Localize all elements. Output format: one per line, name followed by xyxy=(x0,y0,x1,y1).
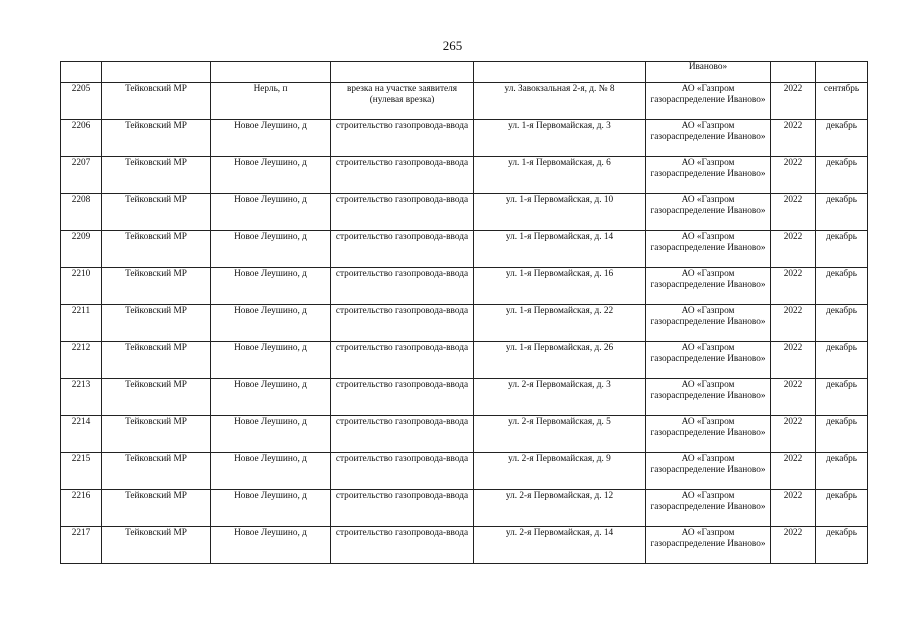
cell-num: 2208 xyxy=(61,194,102,231)
cell-district: Тейковский МР xyxy=(102,416,211,453)
cell-month: декабрь xyxy=(816,194,868,231)
cell-month: декабрь xyxy=(816,305,868,342)
cell-locality: Новое Леушино, д xyxy=(211,120,331,157)
cell-num: 2207 xyxy=(61,157,102,194)
table-row xyxy=(61,342,868,379)
cell-year: 2022 xyxy=(771,305,816,342)
cell-owner: АО «Газпром газораспределение Иваново» xyxy=(646,83,771,120)
cell-work: строительство газопровода-ввода xyxy=(331,194,474,231)
cell-owner: АО «Газпром газораспределение Иваново» xyxy=(646,120,771,157)
cell-locality: Новое Леушино, д xyxy=(211,305,331,342)
cell-month: декабрь xyxy=(816,490,868,527)
cell-district xyxy=(102,62,211,83)
gas-connection-table xyxy=(60,61,868,564)
cell-address: ул. 1-я Первомайская, д. 6 xyxy=(474,157,646,194)
cell-year: 2022 xyxy=(771,342,816,379)
cell-address: ул. 2-я Первомайская, д. 12 xyxy=(474,490,646,527)
cell-address xyxy=(474,62,646,83)
cell-district: Тейковский МР xyxy=(102,379,211,416)
table-row xyxy=(61,379,868,416)
cell-month: декабрь xyxy=(816,342,868,379)
cell-work: строительство газопровода-ввода xyxy=(331,453,474,490)
cell-year: 2022 xyxy=(771,120,816,157)
table-row xyxy=(61,305,868,342)
cell-num xyxy=(61,62,102,83)
cell-num: 2206 xyxy=(61,120,102,157)
cell-year: 2022 xyxy=(771,379,816,416)
cell-work: строительство газопровода-ввода xyxy=(331,157,474,194)
cell-district: Тейковский МР xyxy=(102,453,211,490)
cell-year: 2022 xyxy=(771,268,816,305)
cell-year: 2022 xyxy=(771,83,816,120)
cell-locality: Новое Леушино, д xyxy=(211,416,331,453)
cell-owner: АО «Газпром газораспределение Иваново» xyxy=(646,490,771,527)
cell-locality: Новое Леушино, д xyxy=(211,231,331,268)
cell-locality: Новое Леушино, д xyxy=(211,490,331,527)
cell-owner: АО «Газпром газораспределение Иваново» xyxy=(646,379,771,416)
cell-locality: Новое Леушино, д xyxy=(211,379,331,416)
cell-num: 2211 xyxy=(61,305,102,342)
cell-work: врезка на участке заявителя (нулевая врезка) xyxy=(331,83,474,120)
cell-owner: АО «Газпром газораспределение Иваново» xyxy=(646,194,771,231)
cell-address: ул. 1-я Первомайская, д. 16 xyxy=(474,268,646,305)
cell-district: Тейковский МР xyxy=(102,342,211,379)
table-row xyxy=(61,194,868,231)
cell-address: ул. 1-я Первомайская, д. 14 xyxy=(474,231,646,268)
cell-locality: Новое Леушино, д xyxy=(211,194,331,231)
table-row xyxy=(61,231,868,268)
table-row xyxy=(61,453,868,490)
table-row xyxy=(61,490,868,527)
cell-month: декабрь xyxy=(816,379,868,416)
cell-owner: Иваново» xyxy=(646,62,771,83)
cell-address: ул. 2-я Первомайская, д. 9 xyxy=(474,453,646,490)
table-row xyxy=(61,416,868,453)
cell-locality: Новое Леушино, д xyxy=(211,453,331,490)
cell-district: Тейковский МР xyxy=(102,83,211,120)
cell-month: декабрь xyxy=(816,231,868,268)
cell-work: строительство газопровода-ввода xyxy=(331,490,474,527)
cell-owner: АО «Газпром газораспределение Иваново» xyxy=(646,268,771,305)
cell-address: ул. 2-я Первомайская, д. 14 xyxy=(474,527,646,564)
cell-year: 2022 xyxy=(771,490,816,527)
cell-num: 2212 xyxy=(61,342,102,379)
cell-address: ул. 1-я Первомайская, д. 26 xyxy=(474,342,646,379)
cell-year: 2022 xyxy=(771,453,816,490)
cell-month: декабрь xyxy=(816,453,868,490)
cell-locality: Нерль, п xyxy=(211,83,331,120)
cell-address: ул. 1-я Первомайская, д. 3 xyxy=(474,120,646,157)
cell-address: ул. 1-я Первомайская, д. 22 xyxy=(474,305,646,342)
table-row xyxy=(61,268,868,305)
cell-work: строительство газопровода-ввода xyxy=(331,231,474,268)
cell-district: Тейковский МР xyxy=(102,268,211,305)
table-row xyxy=(61,120,868,157)
cell-year: 2022 xyxy=(771,194,816,231)
cell-address: ул. 2-я Первомайская, д. 5 xyxy=(474,416,646,453)
table-row xyxy=(61,527,868,564)
cell-owner: АО «Газпром газораспределение Иваново» xyxy=(646,157,771,194)
cell-work: строительство газопровода-ввода xyxy=(331,268,474,305)
cell-work: строительство газопровода-ввода xyxy=(331,416,474,453)
cell-num: 2205 xyxy=(61,83,102,120)
cell-locality xyxy=(211,62,331,83)
cell-address: ул. Завокзальная 2-я, д. № 8 xyxy=(474,83,646,120)
cell-year: 2022 xyxy=(771,157,816,194)
cell-owner: АО «Газпром газораспределение Иваново» xyxy=(646,231,771,268)
cell-month: декабрь xyxy=(816,157,868,194)
cell-year: 2022 xyxy=(771,416,816,453)
page-number: 265 xyxy=(442,38,463,53)
table-row xyxy=(61,157,868,194)
cell-locality: Новое Леушино, д xyxy=(211,527,331,564)
carryover-row xyxy=(61,62,868,83)
cell-num: 2210 xyxy=(61,268,102,305)
cell-owner: АО «Газпром газораспределение Иваново» xyxy=(646,527,771,564)
cell-owner: АО «Газпром газораспределение Иваново» xyxy=(646,416,771,453)
cell-work: строительство газопровода-ввода xyxy=(331,379,474,416)
cell-owner: АО «Газпром газораспределение Иваново» xyxy=(646,342,771,379)
cell-work xyxy=(331,62,474,83)
cell-num: 2216 xyxy=(61,490,102,527)
cell-district: Тейковский МР xyxy=(102,527,211,564)
cell-work: строительство газопровода-ввода xyxy=(331,305,474,342)
cell-num: 2214 xyxy=(61,416,102,453)
cell-district: Тейковский МР xyxy=(102,120,211,157)
cell-district: Тейковский МР xyxy=(102,305,211,342)
cell-month: декабрь xyxy=(816,416,868,453)
cell-year xyxy=(771,62,816,83)
cell-locality: Новое Леушино, д xyxy=(211,268,331,305)
cell-month xyxy=(816,62,868,83)
cell-num: 2217 xyxy=(61,527,102,564)
cell-num: 2209 xyxy=(61,231,102,268)
cell-district: Тейковский МР xyxy=(102,231,211,268)
cell-district: Тейковский МР xyxy=(102,194,211,231)
cell-month: декабрь xyxy=(816,268,868,305)
cell-month: декабрь xyxy=(816,120,868,157)
cell-district: Тейковский МР xyxy=(102,157,211,194)
cell-month: сентябрь xyxy=(816,83,868,120)
cell-work: строительство газопровода-ввода xyxy=(331,342,474,379)
cell-work: строительство газопровода-ввода xyxy=(331,120,474,157)
cell-work: строительство газопровода-ввода xyxy=(331,527,474,564)
cell-month: декабрь xyxy=(816,527,868,564)
cell-num: 2213 xyxy=(61,379,102,416)
cell-address: ул. 1-я Первомайская, д. 10 xyxy=(474,194,646,231)
table-row xyxy=(61,83,868,120)
cell-district: Тейковский МР xyxy=(102,490,211,527)
cell-address: ул. 2-я Первомайская, д. 3 xyxy=(474,379,646,416)
cell-year: 2022 xyxy=(771,231,816,268)
cell-year: 2022 xyxy=(771,527,816,564)
cell-locality: Новое Леушино, д xyxy=(211,157,331,194)
cell-owner: АО «Газпром газораспределение Иваново» xyxy=(646,453,771,490)
cell-locality: Новое Леушино, д xyxy=(211,342,331,379)
cell-num: 2215 xyxy=(61,453,102,490)
cell-owner: АО «Газпром газораспределение Иваново» xyxy=(646,305,771,342)
